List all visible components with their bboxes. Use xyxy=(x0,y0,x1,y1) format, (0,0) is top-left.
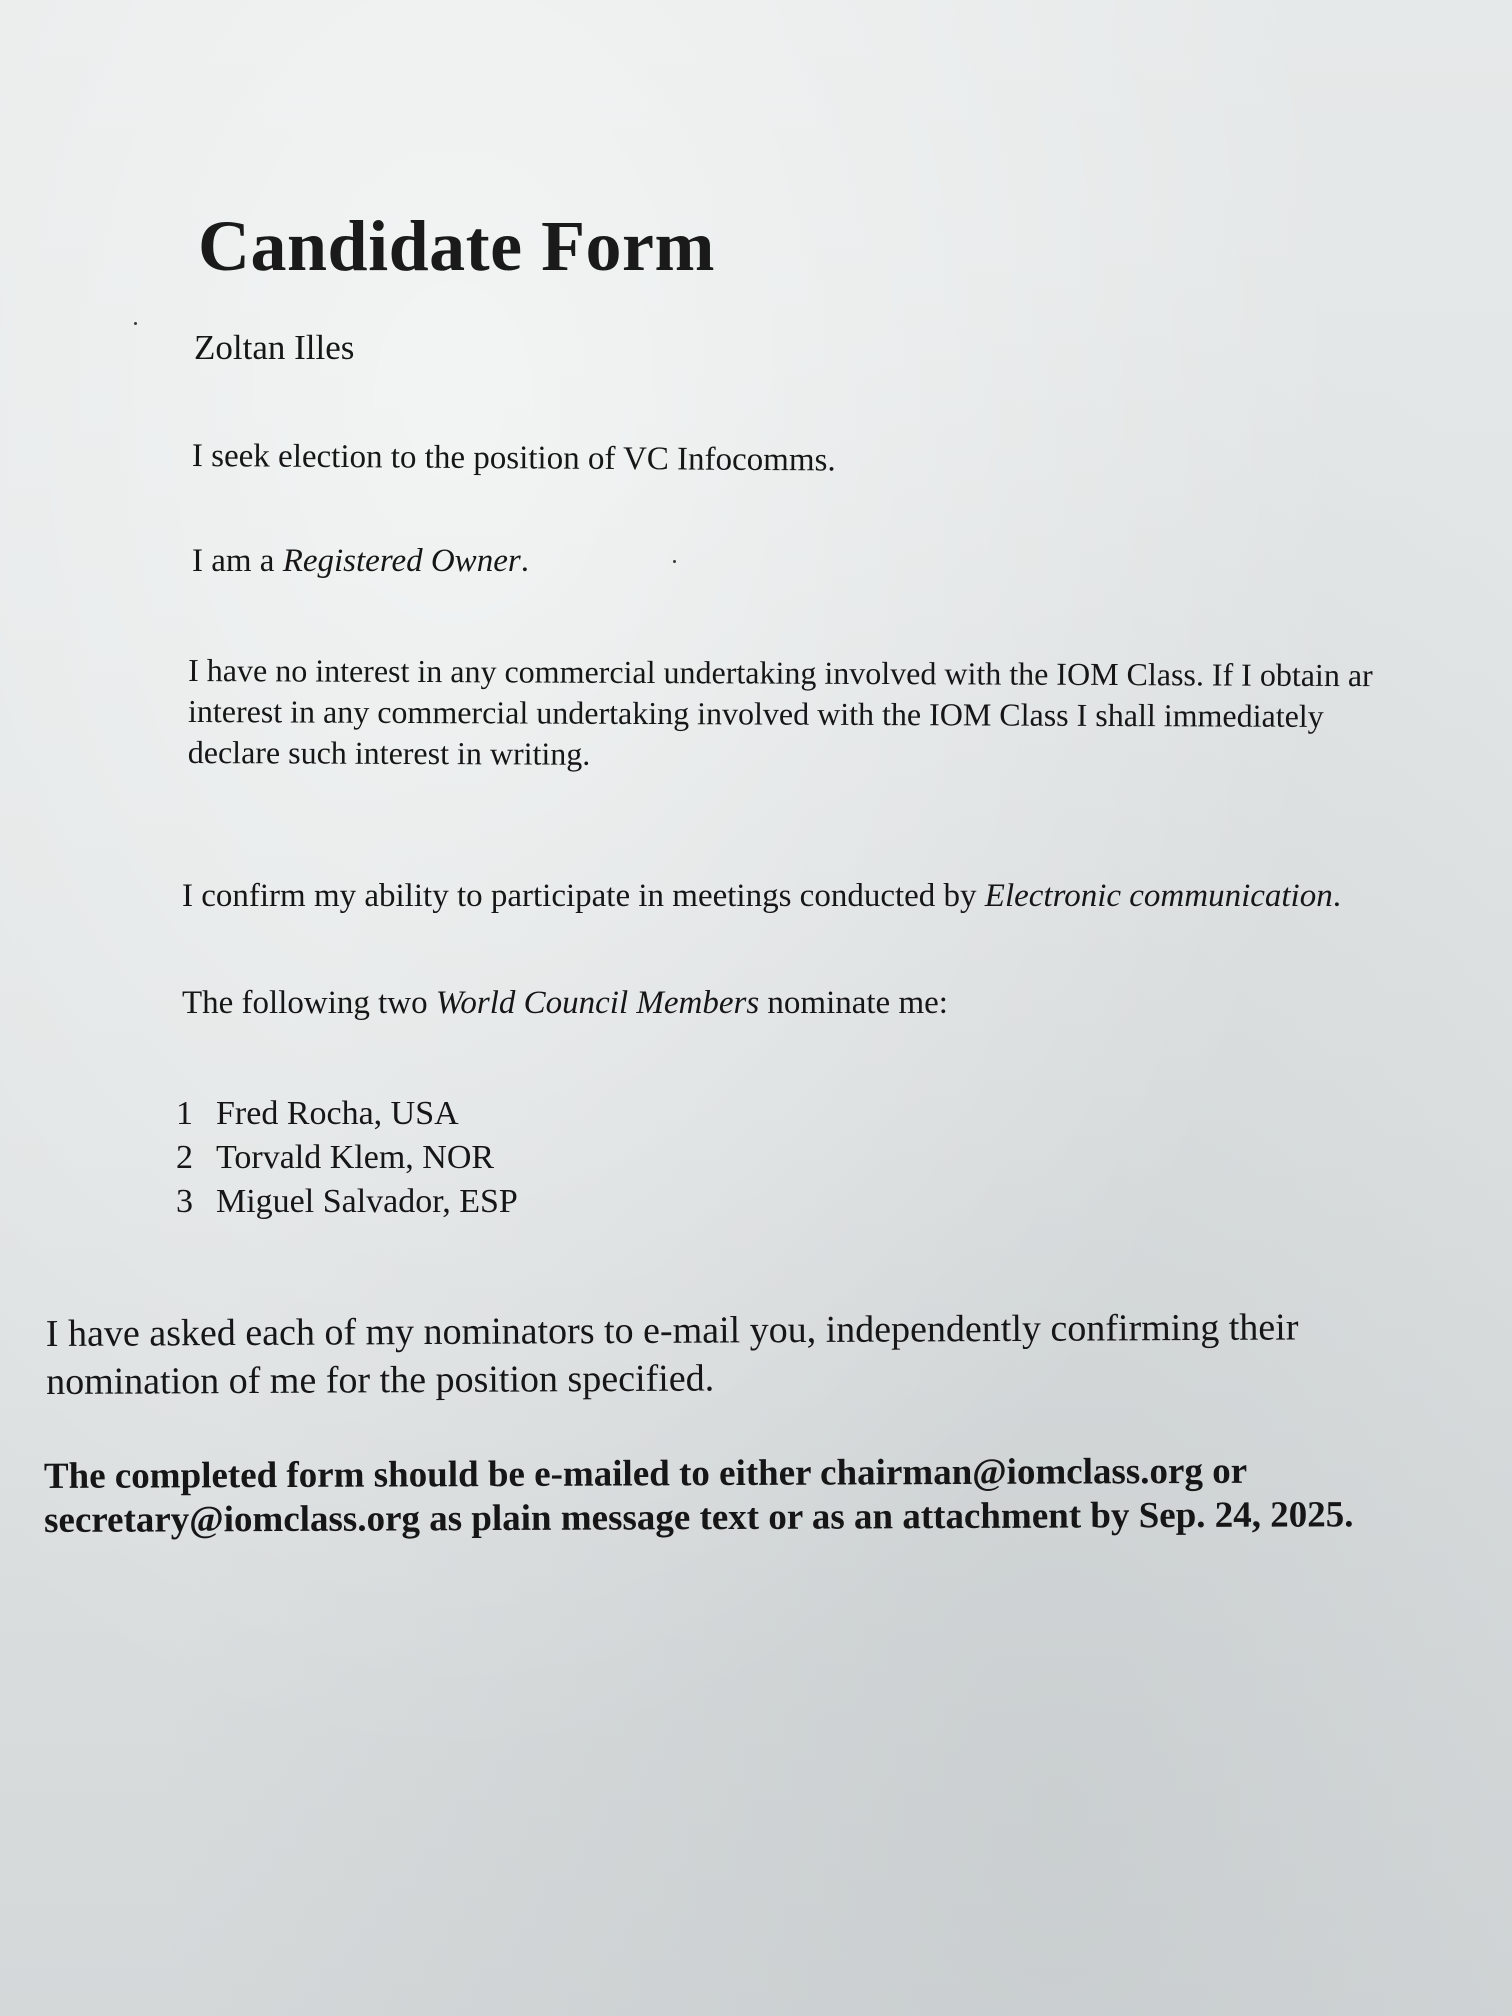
nomination-suffix: nominate me: xyxy=(759,985,948,1021)
interest-line-1: I have no interest in any commercial undertaking involved with the IOM Class. If I obtain ar xyxy=(188,652,1373,694)
form-title: Candidate Form xyxy=(198,206,715,286)
nomination-prefix: The following two xyxy=(182,985,436,1021)
paper-speck xyxy=(673,560,676,563)
interest-line-2: interest in any commercial undertaking involved with the IOM Class I shall immediately xyxy=(187,693,1324,734)
confirm-statement xyxy=(182,878,1341,915)
list-item xyxy=(176,1136,518,1180)
interest-declaration xyxy=(188,650,1373,778)
nominator-number: 1 xyxy=(176,1095,193,1132)
candidate-name: Zoltan Illes xyxy=(194,328,355,367)
confirm-prefix: I confirm my ability to participate in meetings conducted by xyxy=(182,878,985,914)
position-value: VC Infocomms xyxy=(622,441,828,479)
nominator-list xyxy=(176,1092,518,1224)
completed-line-2: secretary@iomclass.org as plain message text or as an attachment by Sep. 24, 2025. xyxy=(44,1494,1354,1541)
nomination-members: World Council Members xyxy=(435,985,760,1021)
nominator-number: 2 xyxy=(176,1139,193,1176)
confirm-method: Electronic communication xyxy=(984,878,1333,914)
asked-line-1: I have asked each of my nominators to e-mail you, independently confirming their xyxy=(45,1306,1299,1355)
confirm-suffix: . xyxy=(1332,878,1341,914)
nominator-number: 3 xyxy=(176,1183,193,1220)
interest-line-3: declare such interest in writing. xyxy=(187,733,591,772)
position-statement xyxy=(192,438,836,479)
list-item xyxy=(176,1180,518,1224)
completed-line-1: The completed form should be e-mailed to either chairman@iomclass.org or xyxy=(43,1450,1248,1497)
nominator-name: Torvald Klem, NOR xyxy=(216,1139,495,1176)
nomination-statement xyxy=(182,985,948,1022)
position-prefix: I seek election to the position of xyxy=(191,438,624,478)
owner-statement xyxy=(192,543,529,580)
paper-speck xyxy=(134,322,137,325)
asked-line-2: nomination of me for the position specified. xyxy=(46,1357,715,1403)
nominator-email-note xyxy=(46,1303,1299,1406)
owner-suffix: . xyxy=(520,543,529,579)
nominator-name: Miguel Salvador, ESP xyxy=(216,1183,518,1220)
nominator-name: Fred Rocha, USA xyxy=(216,1095,459,1132)
owner-status: Registered Owner xyxy=(282,543,521,579)
position-suffix: . xyxy=(827,442,836,479)
list-item xyxy=(176,1092,518,1136)
owner-prefix: I am a xyxy=(192,543,283,579)
submission-instructions xyxy=(44,1449,1354,1543)
